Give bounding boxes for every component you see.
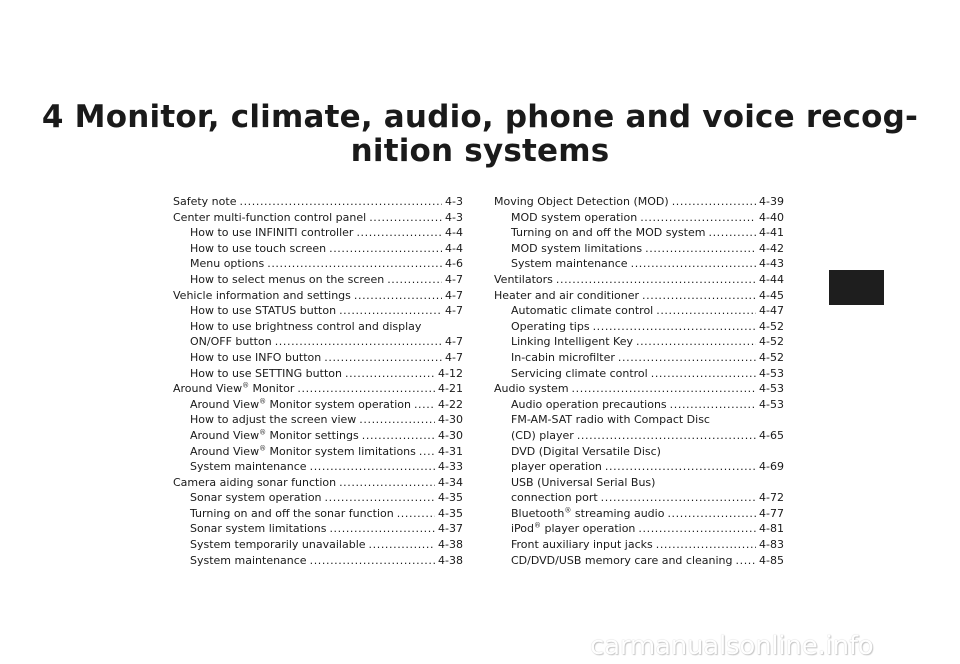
toc-entry-label: How to use touch screen [190,241,327,255]
toc-page-number: 4-7 [445,272,463,286]
dot-leader [672,194,756,210]
dot-leader [339,303,442,319]
toc-page-number: 4-43 [759,257,784,271]
toc-entry[interactable] [494,521,784,537]
toc-entry-label-text: Around View [190,397,260,411]
toc-page-number: 4-52 [759,335,784,349]
toc-page-number: 4-31 [438,444,463,458]
toc-entry-label: FM-AM-SAT radio with Compact Disc [511,413,710,427]
toc-page-number: 4-3 [445,195,463,208]
toc-page-number: 4-52 [759,350,784,364]
toc-entry-label: MOD system limitations [511,241,643,255]
toc-page-number: 4-41 [759,226,784,240]
toc-page-number: 4-6 [445,257,463,271]
dot-leader [275,334,442,350]
toc-entry[interactable] [173,537,463,553]
toc-page-number: 4-85 [759,553,784,567]
dot-leader [577,428,756,444]
toc-entry[interactable] [173,319,463,350]
toc-entry[interactable] [173,506,463,522]
toc-entry[interactable] [494,350,784,366]
dot-leader [356,225,442,241]
toc-entry-label [190,444,416,460]
toc-entry-label-text: Around View [190,444,260,458]
toc-entry[interactable] [173,444,463,460]
toc-entry-label: System maintenance [190,553,307,567]
toc-page-number: 4-47 [759,304,784,318]
toc-page-number: 4-72 [759,491,784,505]
toc-entry-label: MOD system operation [511,210,638,224]
toc-page-number: 4-40 [759,210,784,224]
toc-entry-label: System maintenance [511,257,628,271]
dot-leader [605,459,756,475]
toc-entry-label: Sonar system limitations [190,522,327,536]
toc-entry-label: Linking Intelligent Key [511,335,633,349]
toc-entry[interactable] [173,366,463,382]
toc-entry-label: How to select menus on the screen [190,272,385,286]
dot-leader [618,350,756,366]
watermark-text: carmanualsonline.info [590,631,874,661]
toc-entry-label-text: streaming audio [571,506,665,520]
dot-leader [572,381,757,397]
toc-entry[interactable] [173,241,463,257]
toc-entry[interactable] [494,303,784,319]
dot-leader [397,506,435,522]
dot-leader [656,303,756,319]
toc-page-number: 4-53 [759,397,784,411]
dot-leader [631,256,756,272]
toc-entry-label-text: Around View [190,428,260,442]
toc-page-number: 4-37 [438,522,463,536]
toc-entry[interactable] [173,428,463,444]
dot-leader [601,490,756,506]
dot-leader [645,241,756,257]
toc-entry[interactable] [173,256,463,272]
dot-leader [414,397,435,413]
toc-entry-label-text: iPod [511,522,535,536]
registered-mark: ® [259,443,267,452]
toc-entry[interactable] [494,537,784,553]
toc-page-number: 4-3 [445,210,463,224]
toc-entry-label: Center multi-function control panel [173,210,367,224]
toc-entry-label: Front auxiliary input jacks [511,538,653,552]
dot-leader [642,288,756,304]
toc-page-number: 4-77 [759,506,784,520]
toc-entry[interactable] [173,288,463,304]
toc-page-number: 4-52 [759,319,784,333]
toc-entry-label: How to use STATUS button [190,304,337,318]
toc-entry[interactable] [494,506,784,522]
toc-entry[interactable] [494,288,784,304]
toc-right-column [494,194,784,568]
toc-entry[interactable] [494,412,784,443]
registered-mark: ® [564,506,572,515]
toc-entry[interactable] [173,303,463,319]
toc-entry-label: How to use INFO button [190,350,322,364]
toc-entry[interactable] [494,553,784,569]
chapter-title [0,100,960,168]
toc-entry[interactable] [173,553,463,569]
registered-mark: ® [259,428,267,437]
dot-leader [310,553,435,569]
dot-leader [362,428,435,444]
toc-entry-label-text: Monitor system operation [266,397,411,411]
dot-leader [267,256,442,272]
toc-entry[interactable] [173,225,463,241]
toc-entry-label: How to use brightness control and display [190,319,422,333]
toc-page-number: 4-42 [759,241,784,255]
toc-entry[interactable] [173,459,463,475]
chapter-title-line-1: 4 Monitor, climate, audio, phone and voice recog- [41,99,919,135]
dot-leader [667,506,756,522]
toc-entry[interactable] [173,381,463,397]
toc-page-number: 4-38 [438,538,463,552]
toc-page-number: 4-45 [759,288,784,302]
dot-leader [359,412,435,428]
toc-page-number: 4-35 [438,506,463,520]
toc-page-number: 4-7 [445,350,463,364]
dot-leader [310,459,435,475]
dot-leader [345,366,435,382]
toc-entry-label: Operating tips [511,319,590,333]
dot-leader [297,381,435,397]
toc-entry-label: Safety note [173,195,237,208]
toc-entry-label: System temporarily unavailable [190,538,366,552]
registered-mark: ® [259,397,267,406]
toc-entry-label: Vehicle information and settings [173,288,351,302]
toc-entry-label-text: Bluetooth [511,506,565,520]
toc-entry-label: Turning on and off the sonar function [190,506,394,520]
dot-leader [325,490,436,506]
toc-entry-label: DVD (Digital Versatile Disc) [511,444,661,458]
dot-leader [354,288,442,304]
toc-page-number: 4-7 [445,304,463,318]
toc-page-number: 4-53 [759,366,784,380]
dot-leader [419,444,435,460]
toc-page-number: 4-4 [445,241,463,255]
toc-entry[interactable] [494,210,784,226]
toc-entry-label [190,428,359,444]
toc-page-number: 4-30 [438,413,463,427]
toc-page-number: 4-83 [759,538,784,552]
dot-leader [638,521,756,537]
toc-page-number: 4-21 [438,382,463,396]
toc-entry-label: connection port [511,491,598,505]
registered-mark: ® [242,381,250,390]
toc-entry[interactable] [494,381,784,397]
toc-entry-label: Menu options [190,257,265,271]
toc-page-number: 4-53 [759,382,784,396]
dot-leader [324,350,442,366]
toc-entry-label: System maintenance [190,460,307,474]
toc-entry-label [511,506,664,522]
dot-leader [329,521,435,537]
toc-entry[interactable] [173,194,463,210]
toc-entry-label: How to use SETTING button [190,366,342,380]
toc-entry-label-text: Monitor system limitations [266,444,416,458]
toc-page-number: 4-7 [445,288,463,302]
toc-page-number: 4-81 [759,522,784,536]
toc-entry-label: Audio system [494,382,569,396]
toc-page-number: 4-65 [759,428,784,442]
toc-entry-label: How to use INFINITI controller [190,226,354,240]
dot-leader [736,553,757,569]
toc-page-number: 4-69 [759,460,784,474]
toc-entry[interactable] [173,272,463,288]
toc-entry[interactable] [494,334,784,350]
toc-entry-label: Automatic climate control [511,304,654,318]
toc-entry-label-text: Around View [173,382,243,396]
toc-entry[interactable] [494,366,784,382]
toc-entry[interactable] [494,256,784,272]
toc-entry-label-text: Monitor settings [266,428,359,442]
toc-entry-label: player operation [511,460,602,474]
dot-leader [636,334,756,350]
toc-entry-label: Heater and air conditioner [494,288,640,302]
toc-entry[interactable] [494,475,784,506]
dot-leader [556,272,756,288]
toc-entry-label: In-cabin microfilter [511,350,615,364]
toc-page-number: 4-34 [438,475,463,489]
toc-page-number: 4-39 [759,195,784,208]
dot-leader [670,397,756,413]
dot-leader [651,366,756,382]
toc-entry[interactable] [494,225,784,241]
toc-entry[interactable] [494,241,784,257]
toc-entry[interactable] [173,412,463,428]
toc-entry[interactable] [173,210,463,226]
toc-entry-label-text: player operation [541,522,636,536]
toc-entry-label: Moving Object Detection (MOD) [494,195,669,208]
toc-entry-label: Camera aiding sonar function [173,475,337,489]
toc-page-number: 4-38 [438,553,463,567]
toc-page-number: 4-4 [445,226,463,240]
dot-leader [387,272,442,288]
dot-leader [656,537,756,553]
dot-leader [329,241,442,257]
toc-entry-label: Audio operation precautions [511,397,667,411]
toc-entry-label: Turning on and off the MOD system [511,226,706,240]
toc-entry[interactable] [173,521,463,537]
toc-entry-label: Ventilators [494,272,553,286]
toc-entry-label [511,521,635,537]
dot-leader [239,194,442,210]
toc-entry[interactable] [494,397,784,413]
toc-entry[interactable] [494,272,784,288]
toc-page-number: 4-44 [759,272,784,286]
toc-entry[interactable] [173,350,463,366]
toc-entry-label: USB (Universal Serial Bus) [511,475,656,489]
toc-page-number: 4-33 [438,460,463,474]
toc-entry-label [173,381,294,397]
toc-entry-label-text: Monitor [249,382,295,396]
chapter-tab-marker [829,270,884,305]
toc-page-number: 4-30 [438,428,463,442]
dot-leader [640,210,756,226]
toc-left-column [173,194,463,568]
chapter-title-line-2: nition systems [350,133,610,169]
toc-entry-label [190,397,411,413]
toc-entry-label: Servicing climate control [511,366,648,380]
toc-entry[interactable] [494,319,784,335]
toc-page-number: 4-12 [438,366,463,380]
toc-entry-label: How to adjust the screen view [190,413,357,427]
toc-entry[interactable] [173,475,463,491]
toc-entry-label: ON/OFF button [190,335,272,349]
registered-mark: ® [534,521,542,530]
dot-leader [708,225,756,241]
toc-page-number: 4-35 [438,491,463,505]
dot-leader [369,537,436,553]
dot-leader [369,210,442,226]
toc-page-number: 4-7 [445,335,463,349]
toc-entry[interactable] [494,194,784,210]
toc-entry[interactable] [494,444,784,475]
toc-entry-label: (CD) player [511,428,574,442]
toc-page-number: 4-22 [438,397,463,411]
dot-leader [339,475,435,491]
toc-entry[interactable] [173,490,463,506]
toc-entry-label: Sonar system operation [190,491,322,505]
dot-leader [593,319,756,335]
toc-entry[interactable] [173,397,463,413]
toc-entry-label: CD/DVD/USB memory care and cleaning [511,553,733,567]
